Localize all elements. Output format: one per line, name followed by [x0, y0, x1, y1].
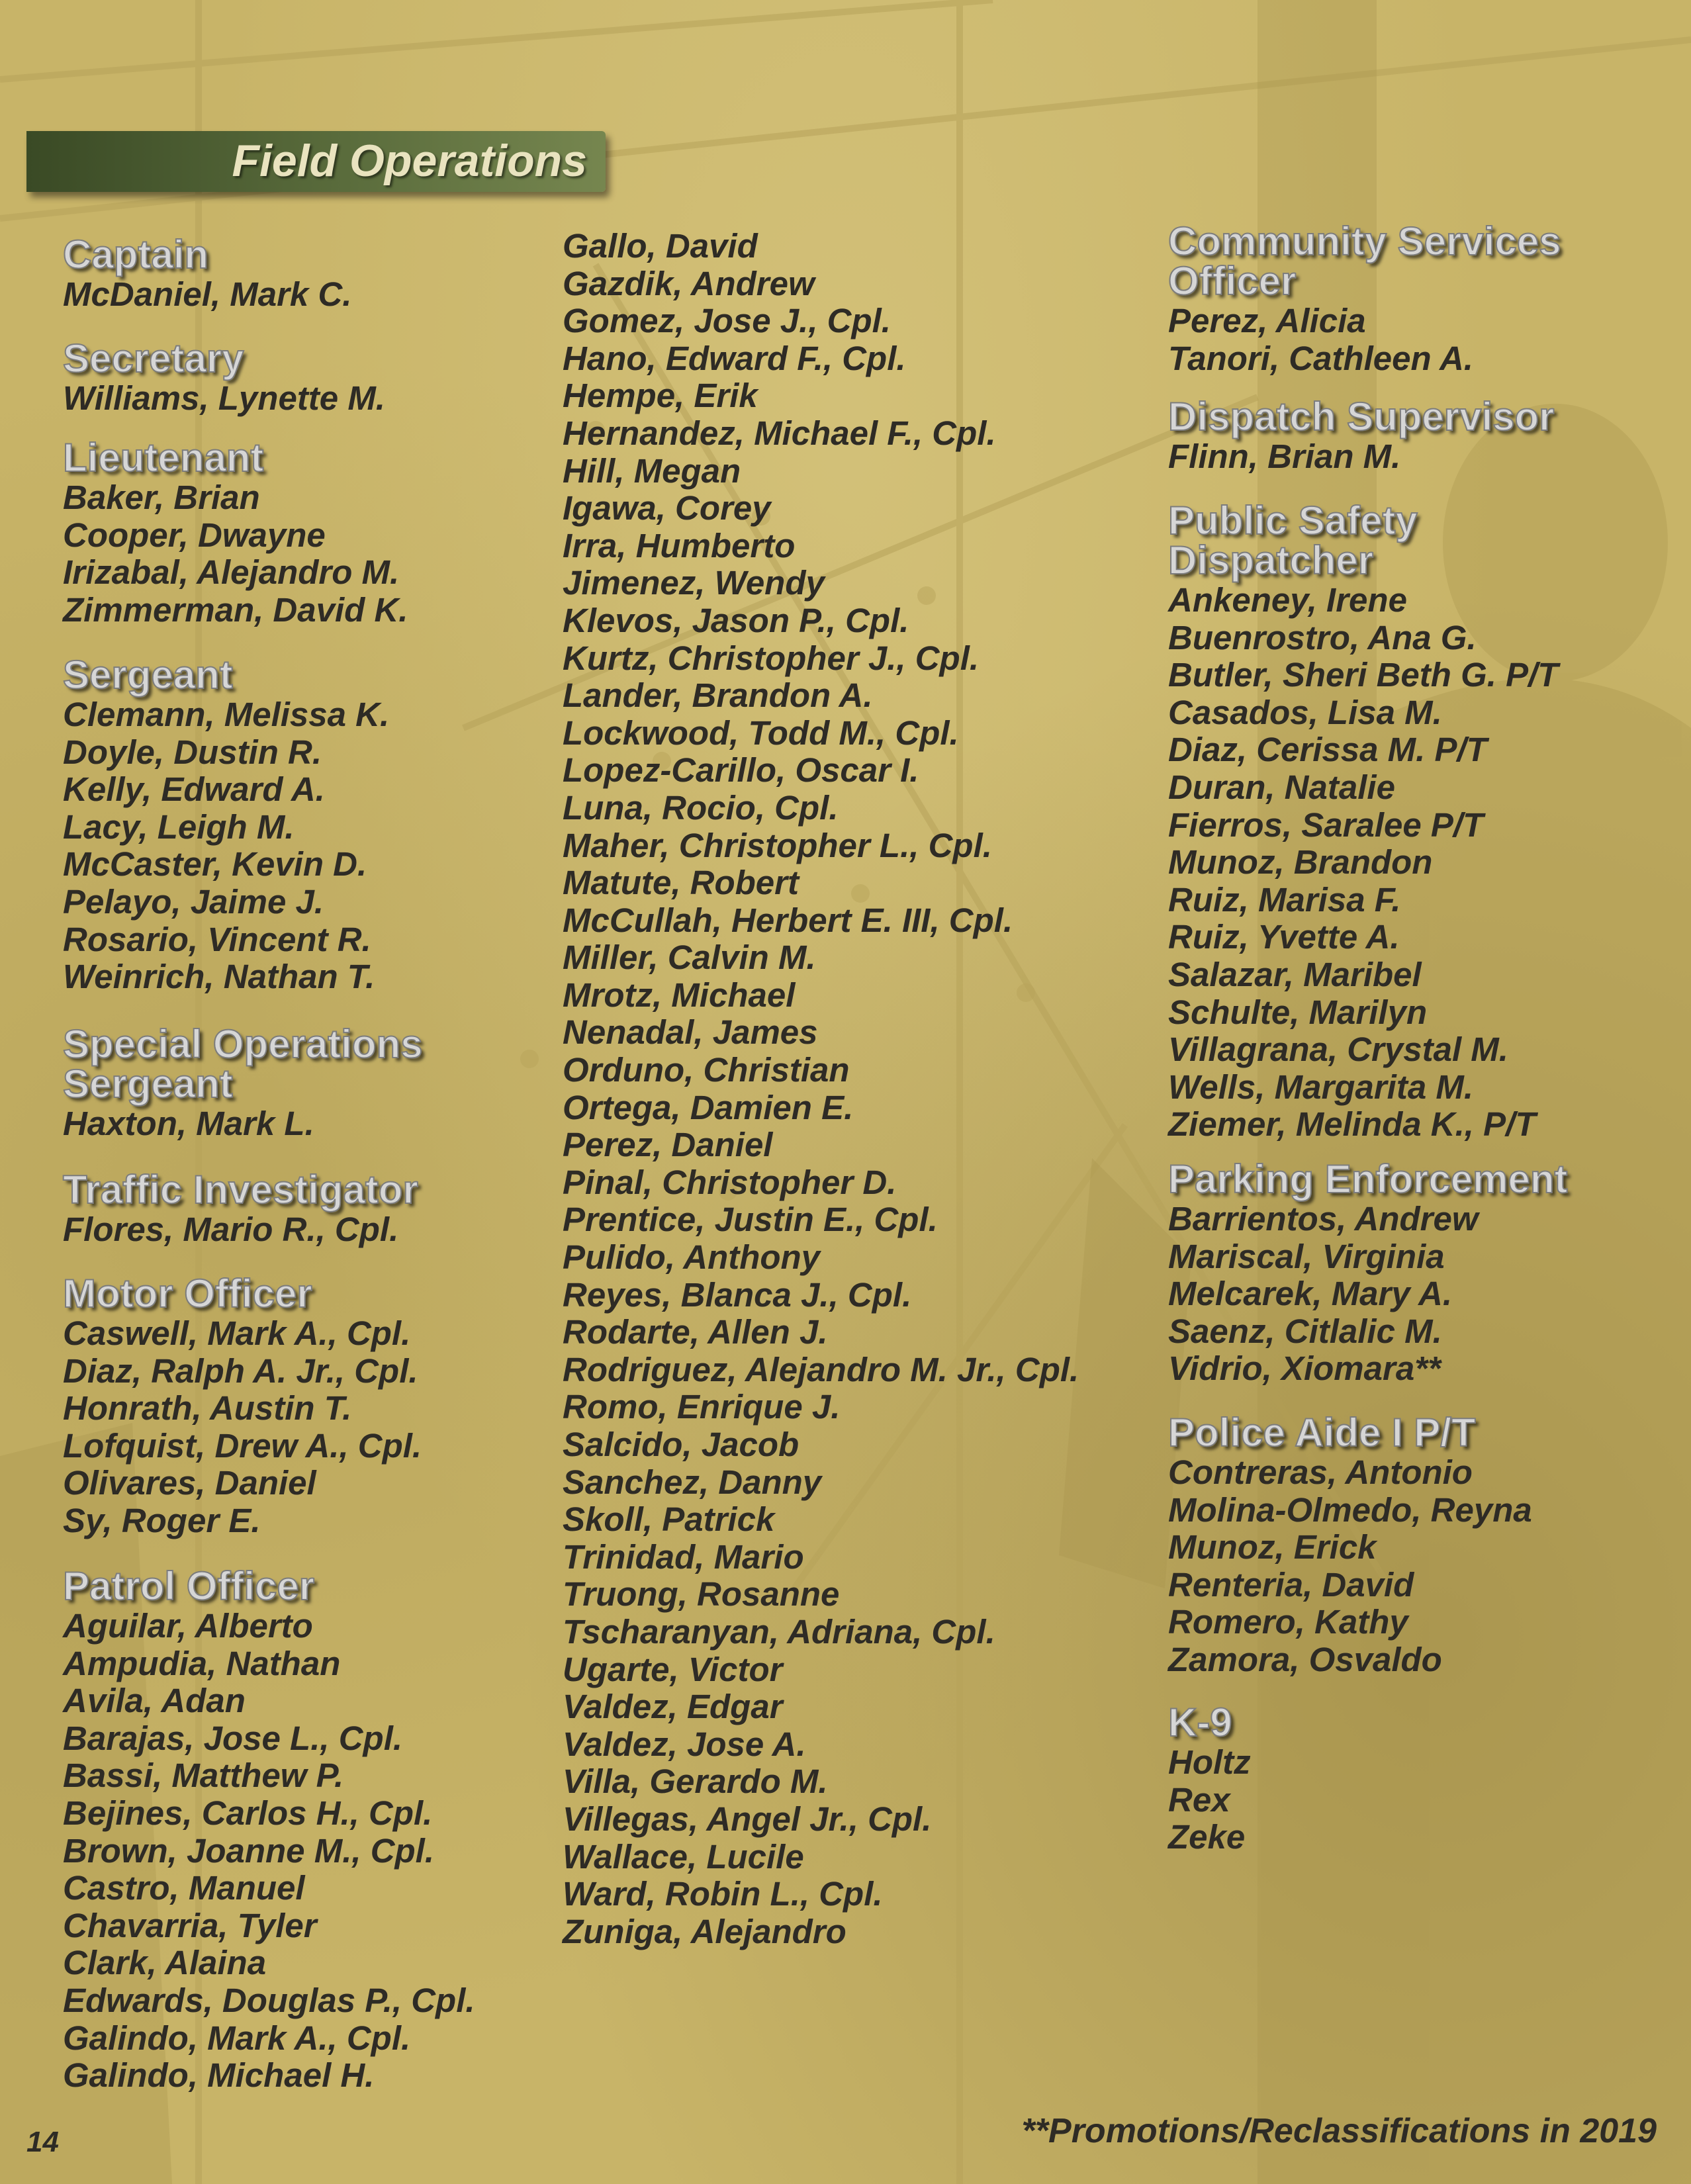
list-item: Hill, Megan — [563, 451, 741, 490]
list-item: Lofquist, Drew A., Cpl. — [63, 1426, 422, 1465]
list-item: Baker, Brian — [63, 478, 260, 516]
list-item: Caswell, Mark A., Cpl. — [63, 1314, 411, 1352]
section-heading: Traffic Investigator — [63, 1167, 418, 1212]
list-item: Rex — [1168, 1780, 1230, 1819]
section-police-aide — [1168, 1410, 1691, 1679]
list-item: McCaster, Kevin D. — [63, 845, 367, 884]
list-item: Pelayo, Jaime J. — [63, 882, 324, 921]
list-item: Zamora, Osvaldo — [1168, 1640, 1442, 1678]
list-item: Rosario, Vincent R. — [63, 920, 371, 958]
list-item: Lockwood, Todd M., Cpl. — [563, 713, 959, 752]
list-item: Hempe, Erik — [563, 377, 758, 415]
list-item: Fierros, Saralee P/T — [1168, 805, 1484, 844]
list-item: Melcarek, Mary A. — [1168, 1275, 1452, 1313]
list-item: Castro, Manuel — [63, 1869, 305, 1907]
list-item: Vidrio, Xiomara** — [1168, 1349, 1441, 1388]
list-item: Hernandez, Michael F., Cpl. — [563, 414, 996, 452]
section-parking-enforcement — [1168, 1157, 1691, 1388]
list-item: Williams, Lynette M. — [63, 379, 385, 417]
list-item: Kurtz, Christopher J., Cpl. — [563, 639, 980, 677]
section-heading: Sergeant — [63, 653, 233, 697]
list-item: Orduno, Christian — [563, 1051, 850, 1089]
list-item: Holtz — [1168, 1743, 1251, 1781]
list-item: Matute, Robert — [563, 864, 799, 902]
list-item: Lander, Brandon A. — [563, 676, 873, 715]
list-item: McCullah, Herbert E. III, Cpl. — [563, 901, 1013, 939]
list-item: Wallace, Lucile — [563, 1837, 804, 1876]
list-item: Galindo, Michael H. — [63, 2056, 375, 2095]
section-dispatch-supervisor — [1168, 394, 1691, 476]
section-heading-line-2: Officer — [1168, 259, 1297, 303]
list-item: McDaniel, Mark C. — [63, 275, 352, 313]
list-item: Renteria, David — [1168, 1565, 1414, 1604]
list-item: Klevos, Jason P., Cpl. — [563, 601, 909, 639]
list-item: Hano, Edward F., Cpl. — [563, 339, 906, 377]
list-item: Rodarte, Allen J. — [563, 1313, 828, 1351]
list-item: Tanori, Cathleen A. — [1168, 339, 1473, 377]
list-item: Tscharanyan, Adriana, Cpl. — [563, 1612, 995, 1651]
section-public-safety-dispatcher — [1168, 498, 1691, 1144]
list-item: Lopez-Carillo, Oscar I. — [563, 751, 919, 790]
list-item: Miller, Calvin M. — [563, 938, 816, 977]
list-item: Galindo, Mark A., Cpl. — [63, 2019, 411, 2057]
list-item: Truong, Rosanne — [563, 1575, 840, 1614]
section-heading: Lieutenant — [63, 435, 264, 480]
list-item: Villegas, Angel Jr., Cpl. — [563, 1799, 932, 1838]
list-item: Ortega, Damien E. — [563, 1088, 854, 1126]
list-item: Valdez, Jose A. — [563, 1725, 806, 1763]
list-item: Zuniga, Alejandro — [563, 1912, 846, 1950]
list-item: Reyes, Blanca J., Cpl. — [563, 1275, 912, 1314]
list-item: Sanchez, Danny — [563, 1463, 822, 1501]
list-item: Weinrich, Nathan T. — [63, 958, 375, 996]
list-item: Trinidad, Mario — [563, 1537, 804, 1576]
list-item: Aguilar, Alberto — [63, 1607, 313, 1645]
section-heading-line-1: Special Operations — [63, 1022, 423, 1066]
list-item: Wells, Margarita M. — [1168, 1068, 1474, 1106]
list-item: Lacy, Leigh M. — [63, 807, 295, 846]
list-item: Contreras, Antonio — [1168, 1453, 1473, 1491]
list-item: Zeke — [1168, 1818, 1246, 1856]
section-banner — [26, 131, 606, 192]
list-item: Diaz, Ralph A. Jr., Cpl. — [63, 1351, 418, 1390]
list-item: Ampudia, Nathan — [63, 1644, 341, 1682]
list-item: Irizabal, Alejandro M. — [63, 553, 400, 592]
list-item: Barrientos, Andrew — [1168, 1200, 1479, 1238]
section-patrol-officer-continued — [563, 226, 1158, 1950]
section-k9 — [1168, 1700, 1691, 1856]
list-item: Brown, Joanne M., Cpl. — [63, 1831, 435, 1870]
list-item: Pulido, Anthony — [563, 1238, 821, 1277]
list-item: Olivares, Daniel — [63, 1464, 316, 1502]
section-heading: Parking Enforcement — [1168, 1157, 1568, 1201]
section-heading-line-1: Community Services — [1168, 219, 1561, 263]
list-item: Barajas, Jose L., Cpl. — [63, 1719, 403, 1757]
section-heading-line-2: Dispatcher — [1168, 538, 1374, 582]
list-item: Salcido, Jacob — [563, 1426, 800, 1463]
list-item: Ankeney, Irene — [1168, 581, 1407, 619]
page-number: 14 — [26, 2126, 59, 2158]
section-heading: Patrol Officer — [63, 1564, 315, 1608]
list-item: Valdez, Edgar — [563, 1688, 783, 1726]
list-item: Irra, Humberto — [563, 526, 796, 565]
banner-title: Field Operations — [232, 136, 587, 186]
list-item: Schulte, Marilyn — [1168, 993, 1428, 1031]
list-item: Ward, Robin L., Cpl. — [563, 1875, 883, 1913]
list-item: Ziemer, Melinda K., P/T — [1168, 1105, 1536, 1144]
section-heading: Motor Officer — [63, 1271, 312, 1316]
list-item: Doyle, Dustin R. — [63, 733, 322, 771]
list-item: Villa, Gerardo M. — [563, 1762, 828, 1801]
list-item: Diaz, Cerissa M. P/T — [1168, 731, 1487, 769]
list-item: Gomez, Jose J., Cpl. — [563, 302, 891, 340]
list-item: Duran, Natalie — [1168, 768, 1395, 806]
list-item: Cooper, Dwayne — [63, 516, 326, 554]
list-item: Gazdik, Andrew — [563, 264, 815, 302]
list-item: Romero, Kathy — [1168, 1603, 1408, 1641]
list-item: Avila, Adan — [63, 1682, 246, 1720]
list-item: Mrotz, Michael — [563, 976, 796, 1014]
list-item: Skoll, Patrick — [563, 1500, 775, 1539]
footnote: **Promotions/Reclassifications in 2019 — [1021, 2112, 1657, 2150]
list-item: Salazar, Maribel — [1168, 955, 1422, 993]
section-heading: Captain — [63, 232, 209, 277]
list-item: Maher, Christopher L., Cpl. — [563, 826, 992, 864]
list-item: Casados, Lisa M. — [1168, 693, 1442, 731]
list-item: Zimmerman, David K. — [63, 590, 408, 629]
list-item: Bejines, Carlos H., Cpl. — [63, 1794, 433, 1832]
list-item: Ruiz, Yvette A. — [1168, 918, 1400, 956]
list-item: Chavarria, Tyler — [63, 1906, 317, 1944]
list-item: Pinal, Christopher D. — [563, 1163, 897, 1201]
section-heading: K-9 — [1168, 1700, 1232, 1745]
list-item: Villagrana, Crystal M. — [1168, 1030, 1508, 1069]
list-item: Rodriguez, Alejandro M. Jr., Cpl. — [563, 1350, 1079, 1388]
list-item: Munoz, Brandon — [1168, 843, 1433, 882]
section-heading: Police Aide I P/T — [1168, 1410, 1476, 1455]
list-item: Romo, Enrique J. — [563, 1388, 841, 1426]
list-item: Gallo, David — [563, 227, 758, 265]
list-item: Nenadal, James — [563, 1013, 818, 1052]
list-item: Honrath, Austin T. — [63, 1389, 352, 1428]
list-item: Igawa, Corey — [563, 489, 771, 527]
section-heading: Dispatch Supervisor — [1168, 394, 1555, 439]
list-item: Edwards, Douglas P., Cpl. — [63, 1981, 475, 2019]
list-item: Luna, Rocio, Cpl. — [563, 788, 839, 827]
list-item: Perez, Daniel — [563, 1126, 773, 1164]
list-item: Mariscal, Virginia — [1168, 1237, 1445, 1275]
list-item: Kelly, Edward A. — [63, 770, 325, 809]
section-community-services-officer — [1168, 219, 1691, 377]
list-item: Haxton, Mark L. — [63, 1105, 314, 1142]
list-item: Butler, Sheri Beth G. P/T — [1168, 656, 1559, 694]
list-item: Buenrostro, Ana G. — [1168, 618, 1477, 657]
list-item: Ruiz, Marisa F. — [1168, 880, 1401, 919]
section-heading-line-1: Public Safety — [1168, 498, 1418, 543]
list-item: Flores, Mario R., Cpl. — [63, 1210, 399, 1248]
list-item: Bassi, Matthew P. — [63, 1756, 344, 1795]
list-item: Sy, Roger E. — [63, 1501, 261, 1539]
section-heading-line-2: Sergeant — [63, 1062, 233, 1106]
list-item: Munoz, Erick — [1168, 1528, 1377, 1567]
list-item: Perez, Alicia — [1168, 302, 1366, 340]
list-item: Molina-Olmedo, Reyna — [1168, 1490, 1532, 1529]
list-item: Clemann, Melissa K. — [63, 696, 390, 733]
list-item: Ugarte, Victor — [563, 1650, 783, 1688]
section-heading: Secretary — [63, 336, 244, 381]
list-item: Flinn, Brian M. — [1168, 437, 1401, 475]
list-item: Saenz, Citlalic M. — [1168, 1312, 1442, 1350]
list-item: Jimenez, Wendy — [563, 564, 825, 602]
list-item: Prentice, Justin E., Cpl. — [563, 1201, 938, 1239]
list-item: Clark, Alaina — [63, 1944, 267, 1982]
